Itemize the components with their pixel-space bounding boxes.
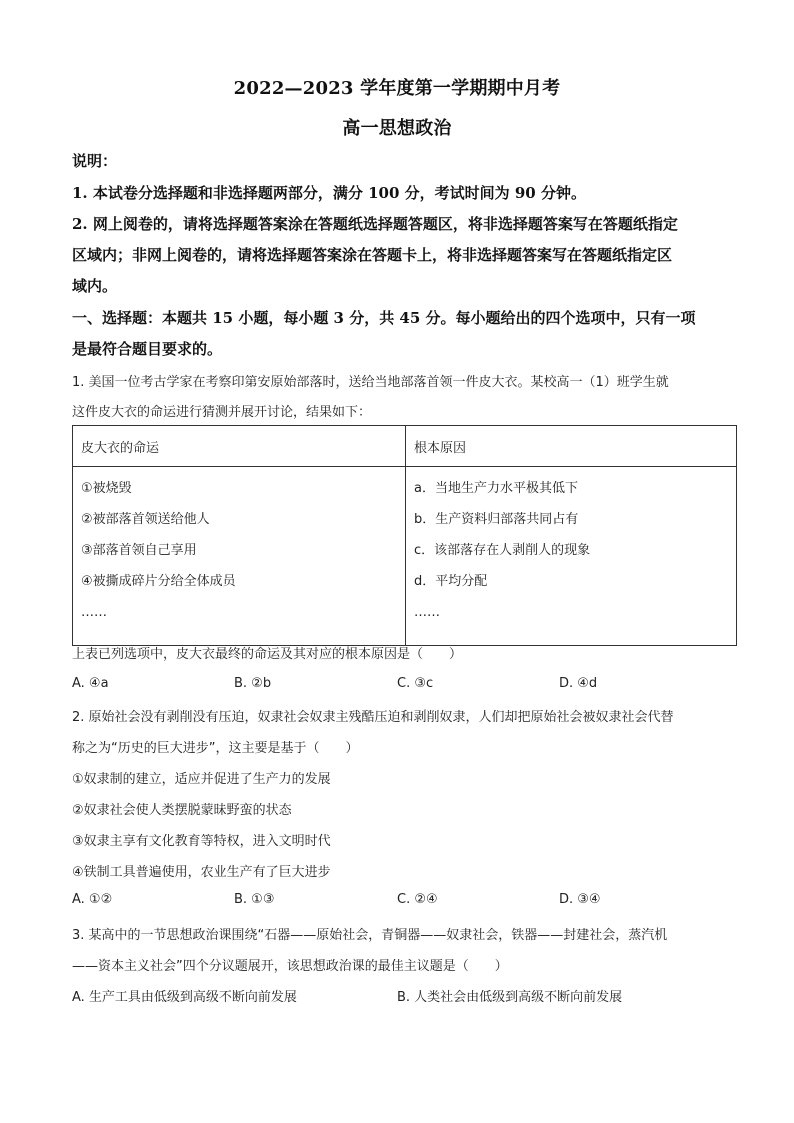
table-header-reason: 根本原因 xyxy=(406,426,737,467)
fate-item: …… xyxy=(81,605,107,620)
q1-option-d[interactable]: D. ④d xyxy=(559,676,598,691)
fate-item: ④被撕成碎片分给全体成员 xyxy=(81,574,236,589)
instructions-heading: 说明： xyxy=(72,152,118,170)
reason-item: c．该部落存在人剥削人的现象 xyxy=(414,543,591,558)
q1-option-b[interactable]: B. ②b xyxy=(234,676,272,691)
reason-list-cell xyxy=(406,467,737,646)
fate-item: ①被烧毁 xyxy=(81,481,132,496)
q3-stem-line-1: 3. 某高中的一节思想政治课围绕“石器——原始社会，青铜器——奴隶社会，铁器——封建社会，蒸汽机 xyxy=(72,928,668,943)
q1-option-a[interactable]: A. ④a xyxy=(72,676,109,691)
q2-statement: ①奴隶制的建立，适应并促进了生产力的发展 xyxy=(72,772,331,787)
fur-coat-fate-table xyxy=(72,425,737,646)
q2-stem-line-1: 2. 原始社会没有剥削没有压迫，奴隶社会奴隶主残酷压迫和剥削奴隶，人们却把原始社会被奴隶社会代替 xyxy=(72,710,674,725)
fate-item: ②被部落首领送给他人 xyxy=(81,512,210,527)
reason-item: b．生产资料归部落共同占有 xyxy=(414,512,579,527)
reason-item: d．平均分配 xyxy=(414,574,488,589)
fate-list-cell xyxy=(73,467,406,646)
q1-question: 上表已列选项中，皮大衣最终的命运及其对应的根本原因是（ ） xyxy=(72,647,463,662)
instruction-item-1: 1. 本试卷分选择题和非选择题两部分，满分 100 分，考试时间为 90 分钟。 xyxy=(72,184,586,202)
q3-stem-line-2: ——资本主义社会”四个分议题展开，该思想政治课的最佳主议题是（ ） xyxy=(72,959,508,974)
table-header-row xyxy=(73,426,737,467)
q2-option-a[interactable]: A. ①② xyxy=(72,892,113,907)
reason-item: …… xyxy=(414,605,440,620)
section-heading-line-2: 是最符合题目要求的。 xyxy=(72,340,223,358)
reason-item: a．当地生产力水平极其低下 xyxy=(414,481,578,496)
instruction-item-2-line-1: 2. 网上阅卷的，请将选择题答案涂在答题纸选择题答题区，将非选择题答案写在答题纸指定 xyxy=(72,215,678,233)
q2-option-b[interactable]: B. ①③ xyxy=(234,892,275,907)
q2-option-d[interactable]: D. ③④ xyxy=(559,892,601,907)
q2-option-c[interactable]: C. ②④ xyxy=(397,892,438,907)
instruction-item-2-line-2: 区域内；非网上阅卷的，请将选择题答案涂在答题卡上，将非选择题答案写在答题纸指定区 xyxy=(72,246,673,264)
q1-stem-line-1: 1. 美国一位考古学家在考察印第安原始部落时，送给当地部落首领一件皮大衣。某校高一（1）班学生就 xyxy=(72,375,669,390)
q2-statement: ③奴隶主享有文化教育等特权，进入文明时代 xyxy=(72,834,331,849)
q2-stem-line-2: 称之为“历史的巨大进步”，这主要是基于（ ） xyxy=(72,741,359,756)
table-row xyxy=(73,467,737,646)
q2-statement: ②奴隶社会使人类摆脱蒙昧野蛮的状态 xyxy=(72,803,292,818)
table-header-fate: 皮大衣的命运 xyxy=(73,426,406,467)
instruction-item-2-line-3: 域内。 xyxy=(72,277,118,295)
q2-statement: ④铁制工具普遍使用，农业生产有了巨大进步 xyxy=(72,865,331,880)
q1-option-c[interactable]: C. ③c xyxy=(397,676,434,691)
q3-option-b[interactable]: B. 人类社会由低级到高级不断向前发展 xyxy=(397,990,623,1005)
section-heading-line-1: 一、选择题：本题共 15 小题，每小题 3 分，共 45 分。每小题给出的四个选项中，只有一项 xyxy=(72,309,696,327)
q3-option-a[interactable]: A. 生产工具由低级到高级不断向前发展 xyxy=(72,990,297,1005)
q1-stem-line-2: 这件皮大衣的命运进行猜测并展开讨论，结果如下： xyxy=(72,405,372,420)
exam-title: 2022—2023 学年度第一学期期中月考 xyxy=(233,78,561,99)
fate-item: ③部落首领自己享用 xyxy=(81,543,197,558)
exam-subject: 高一思想政治 xyxy=(342,118,452,139)
